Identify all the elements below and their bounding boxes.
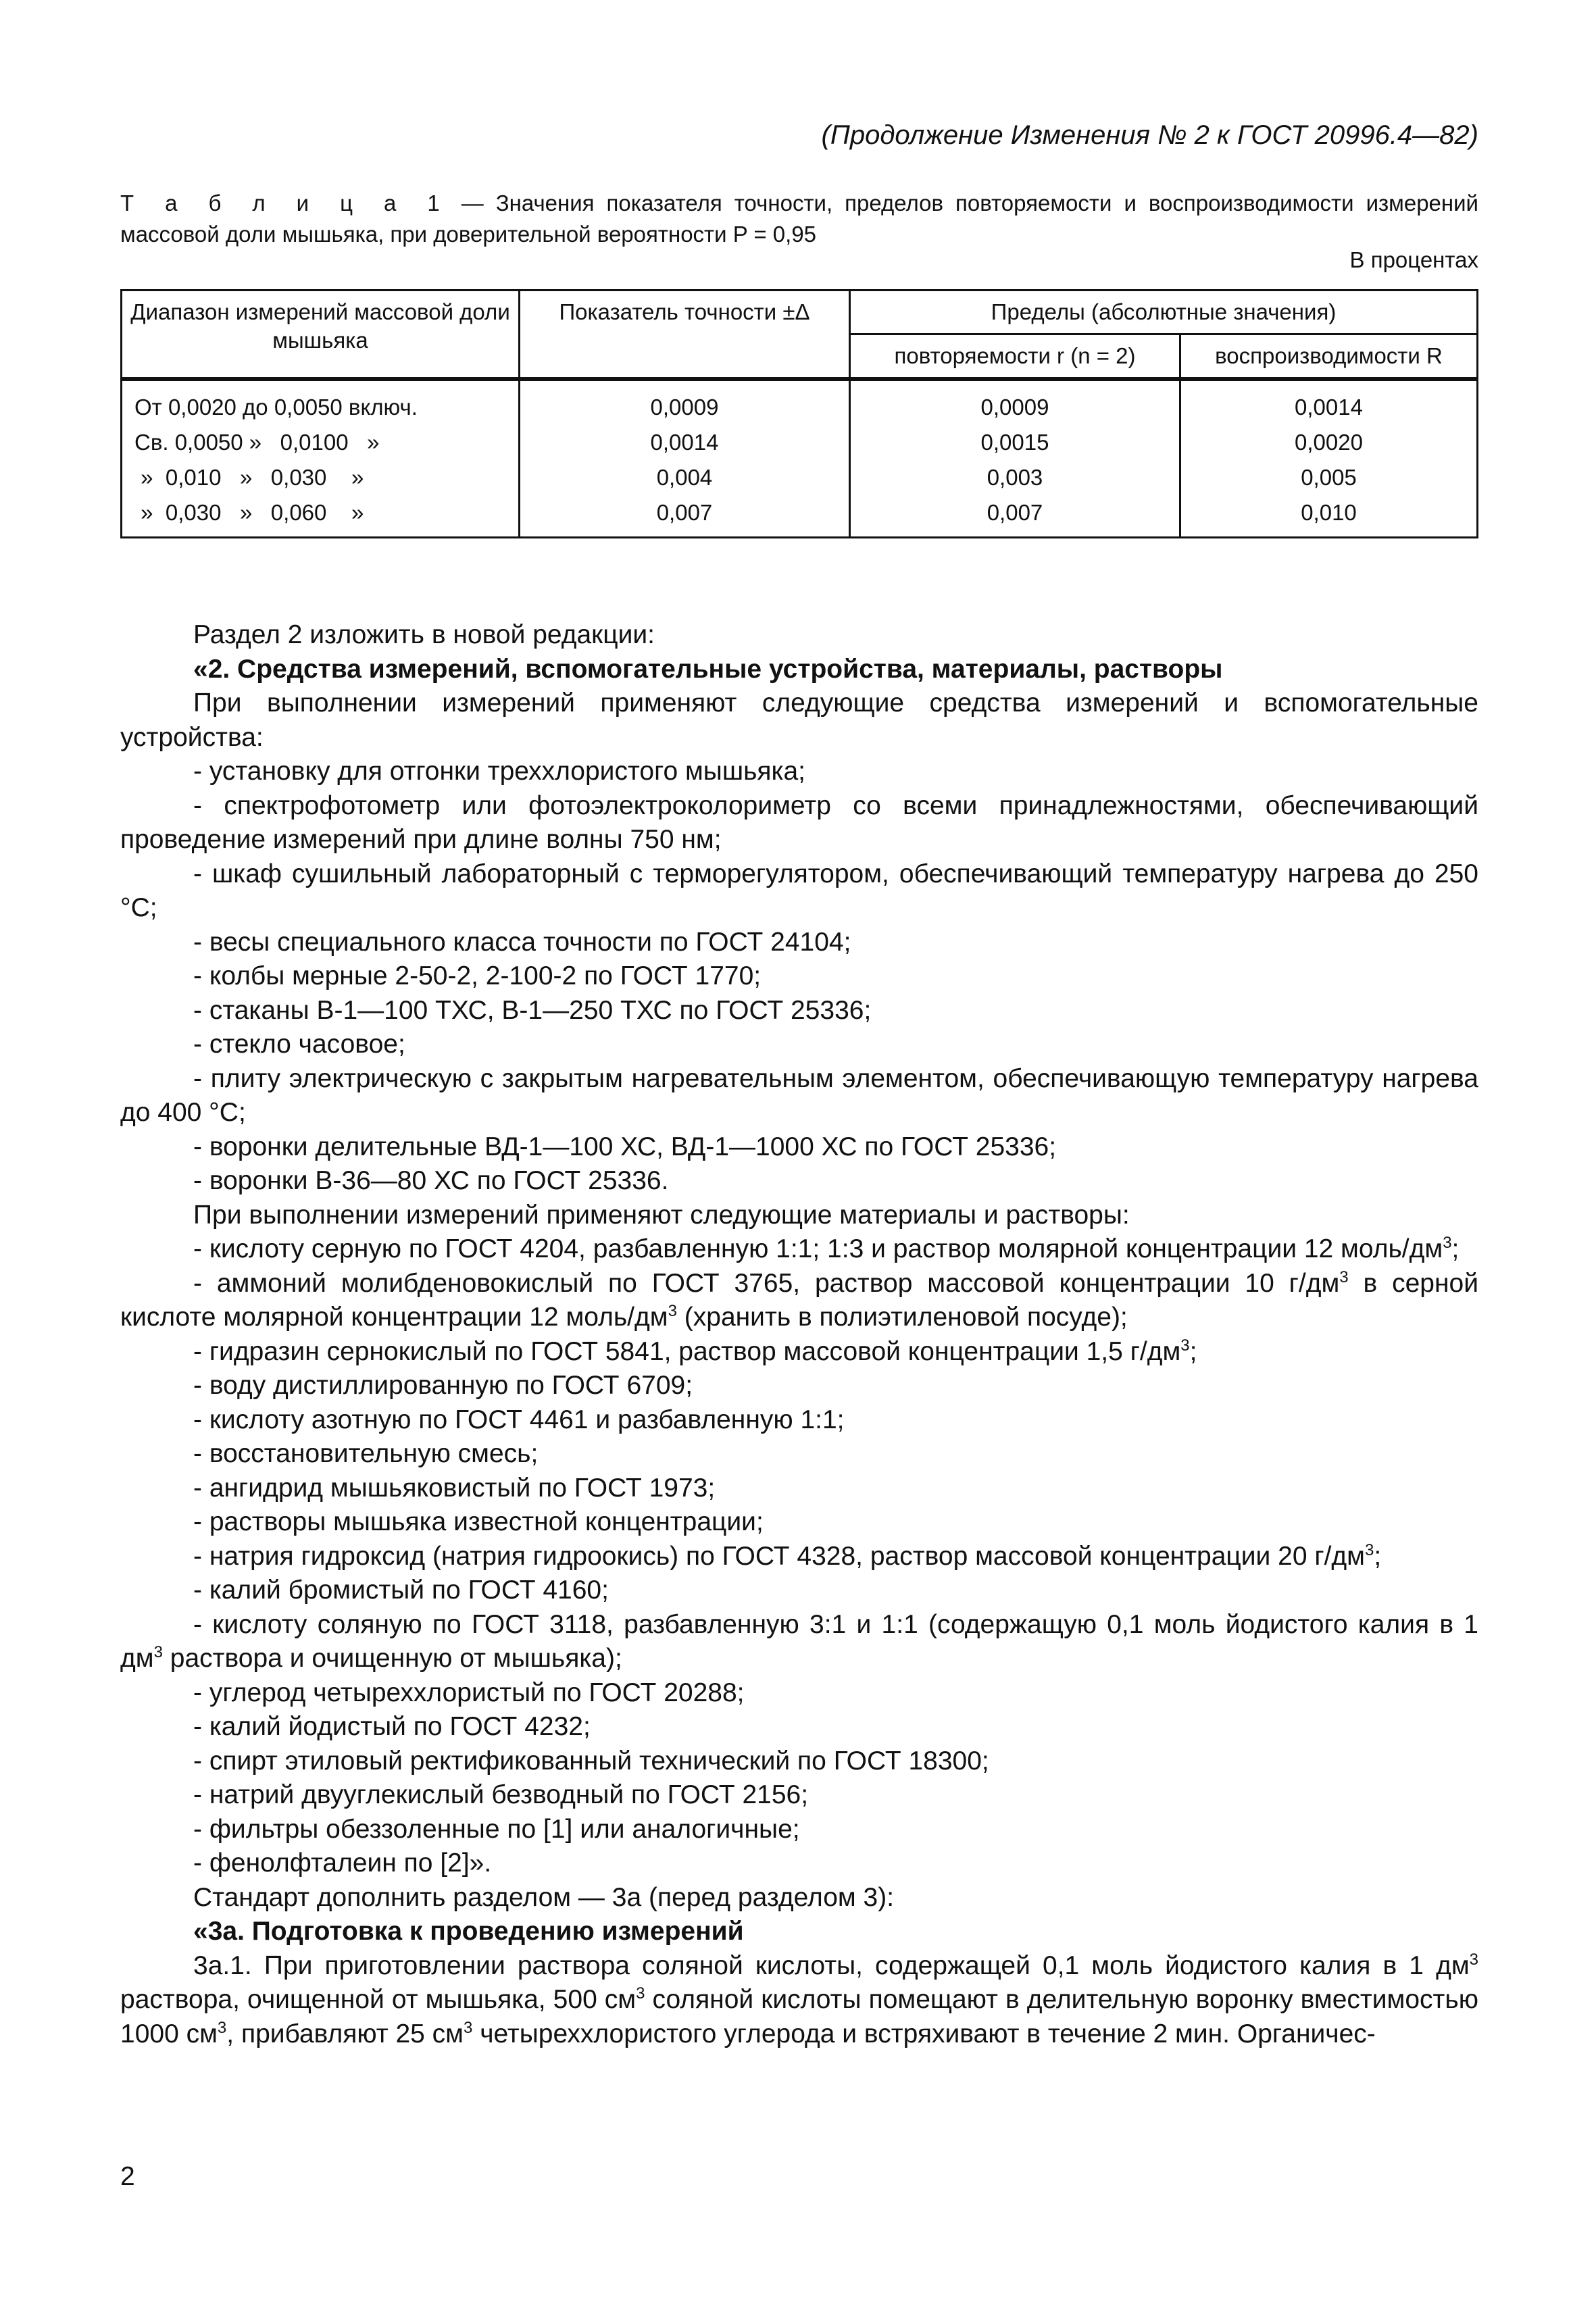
table-row — [122, 499, 1478, 538]
cell-reproducibility: 0,010 — [1180, 499, 1478, 538]
list-item: - восстановительную смесь; — [193, 1439, 539, 1468]
list-item: - гидразин сернокислый по ГОСТ 5841, раствор массовой концентрации 1,5 $г/дм^3$; — [193, 1336, 1197, 1366]
section-heading: «3а. Подготовка к проведению измерений — [193, 1917, 744, 1946]
list-item: - спирт этиловый ректификованный технический по ГОСТ 18300; — [193, 1746, 989, 1776]
cell-reproducibility: 0,0020 — [1180, 428, 1478, 463]
table-caption-text: — Значения показателя точности, пределов повторяемости и воспроизводимости измерений массовой доли мышьяка, при доверительной вероятности P = 0,95 — [120, 191, 1478, 247]
document-header: (Продолжение Изменения № 2 к ГОСТ 20996.4—82) — [821, 120, 1478, 150]
cell-range: » 0,010 » 0,030 » — [122, 463, 520, 499]
list-item: - фенолфталеин по [2]». — [193, 1848, 492, 1878]
cell-repeatability: 0,003 — [850, 463, 1180, 499]
paragraph: Стандарт дополнить разделом — 3а (перед разделом 3): — [193, 1882, 895, 1912]
list-item: - кислоту азотную по ГОСТ 4461 и разбавленную 1:1; — [193, 1405, 845, 1434]
cell-range: От 0,0020 до 0,0050 включ. — [122, 379, 520, 428]
list-item: - воронки делительные ВД-1—100 ХС, ВД-1—1000 ХС по ГОСТ 25336; — [193, 1132, 1057, 1161]
paragraph: Раздел 2 изложить в новой редакции: — [193, 620, 655, 649]
list-item: - спектрофотометр или фотоэлектроколориметр со всеми принадлежностями, обеспечивающий проведение измерений при длине волны 750 нм; — [120, 790, 1478, 854]
cell-range: » 0,030 » 0,060 » — [122, 499, 520, 538]
cell-reproducibility: 0,005 — [1180, 463, 1478, 499]
table-row — [122, 463, 1478, 499]
cell-accuracy: 0,007 — [520, 499, 850, 538]
table-row — [122, 428, 1478, 463]
list-item: - калий йодистый по ГОСТ 4232; — [193, 1712, 591, 1741]
list-item: - стекло часовое; — [193, 1030, 405, 1059]
cell-range: Св. 0,0050 » 0,0100 » — [122, 428, 520, 463]
list-item: - растворы мышьяка известной концентрации; — [193, 1507, 764, 1536]
table-row — [122, 379, 1478, 428]
cell-reproducibility: 0,0014 — [1180, 379, 1478, 428]
paragraph: 3а.1. При приготовлении раствора соляной кислоты, содержащей 0,1 моль йодистого калия в 1 $дм^3$ раствора, очищенной от мышьяка, 500 $см^3$ соляной кислоты помещают в делительную воронку вместимостью 1000 $см^3$, прибавляют 25 $см^3$ четыреххлористого углерода и встряхивают в течение 2 мин. Органичес- — [120, 1950, 1478, 2048]
header-repeatability: повторяемости r (n = 2) — [850, 334, 1180, 380]
list-item: - натрий двууглекислый безводный по ГОСТ 2156; — [193, 1780, 809, 1809]
cell-accuracy: 0,0014 — [520, 428, 850, 463]
list-item: - весы специального класса точности по ГОСТ 24104; — [193, 927, 851, 957]
header-range: Диапазон измерений массовой доли мышьяка — [122, 291, 520, 380]
header-reproducibility: воспроизводимости R — [1180, 334, 1478, 380]
page-number: 2 — [120, 2162, 135, 2191]
paragraph: При выполнении измерений применяют следующие материалы и растворы: — [193, 1200, 1130, 1230]
list-item: - углерод четыреххлористый по ГОСТ 20288; — [193, 1678, 745, 1707]
cell-repeatability: 0,0015 — [850, 428, 1180, 463]
list-item: - кислоту соляную по ГОСТ 3118, разбавленную 3:1 и 1:1 (содержащую 0,1 моль йодистого калия в 1 $дм^3$ раствора и очищенную от мышьяка); — [120, 1609, 1478, 1673]
paragraph: При выполнении измерений применяют следующие средства измерений и вспомогательные устройства: — [120, 688, 1478, 752]
list-item: - воду дистиллированную по ГОСТ 6709; — [193, 1371, 693, 1400]
list-item: - колбы мерные 2-50-2, 2-100-2 по ГОСТ 1770; — [193, 961, 762, 990]
list-item: - установку для отгонки треххлористого мышьяка; — [193, 757, 805, 786]
list-item: - калий бромистый по ГОСТ 4160; — [193, 1576, 609, 1605]
section-heading: «2. Средства измерений, вспомогательные устройства, материалы, растворы — [193, 654, 1223, 684]
list-item: - воронки В-36—80 ХС по ГОСТ 25336. — [193, 1166, 669, 1195]
list-item: - фильтры обеззоленные по [1] или аналогичные; — [193, 1814, 800, 1844]
list-item: - аммоний молибденовокислый по ГОСТ 3765, раствор массовой концентрации 10 $г/дм^3$ в серной кислоте молярной концентрации 12 моль/$дм^3$ (хранить в полиэтиленовой посуде); — [120, 1267, 1478, 1332]
cell-accuracy: 0,0009 — [520, 379, 850, 428]
list-item: - ангидрид мышьяковистый по ГОСТ 1973; — [193, 1473, 716, 1503]
body-text — [120, 618, 1478, 2051]
table-caption-prefix: Т а б л и ц а 1 — [120, 191, 449, 216]
list-item: - кислоту серную по ГОСТ 4204, разбавленную 1:1; 1:3 и раствор молярной концентрации 12 моль/$дм^3$; — [193, 1234, 1460, 1263]
list-item: - натрия гидроксид (натрия гидроокись) по ГОСТ 4328, раствор массовой концентрации 20 $г/дм^3$; — [193, 1540, 1382, 1571]
accuracy-table — [120, 289, 1478, 538]
list-item: - шкаф сушильный лабораторный с терморегулятором, обеспечивающий температуру нагрева до 250 °С; — [120, 859, 1478, 922]
header-accuracy: Показатель точности ±Δ — [520, 291, 850, 380]
cell-accuracy: 0,004 — [520, 463, 850, 499]
list-item: - стаканы В-1—100 ТХС, В-1—250 ТХС по ГОСТ 25336; — [193, 995, 872, 1025]
list-item: - плиту электрическую с закрытым нагревательным элементом, обеспечивающую температуру нагрева до 400 °С; — [120, 1063, 1478, 1127]
cell-repeatability: 0,0009 — [850, 379, 1180, 428]
table-units: В процентах — [1349, 247, 1478, 272]
header-limits: Пределы (абсолютные значения) — [850, 291, 1478, 334]
table-caption — [120, 188, 1478, 250]
cell-repeatability: 0,007 — [850, 499, 1180, 538]
